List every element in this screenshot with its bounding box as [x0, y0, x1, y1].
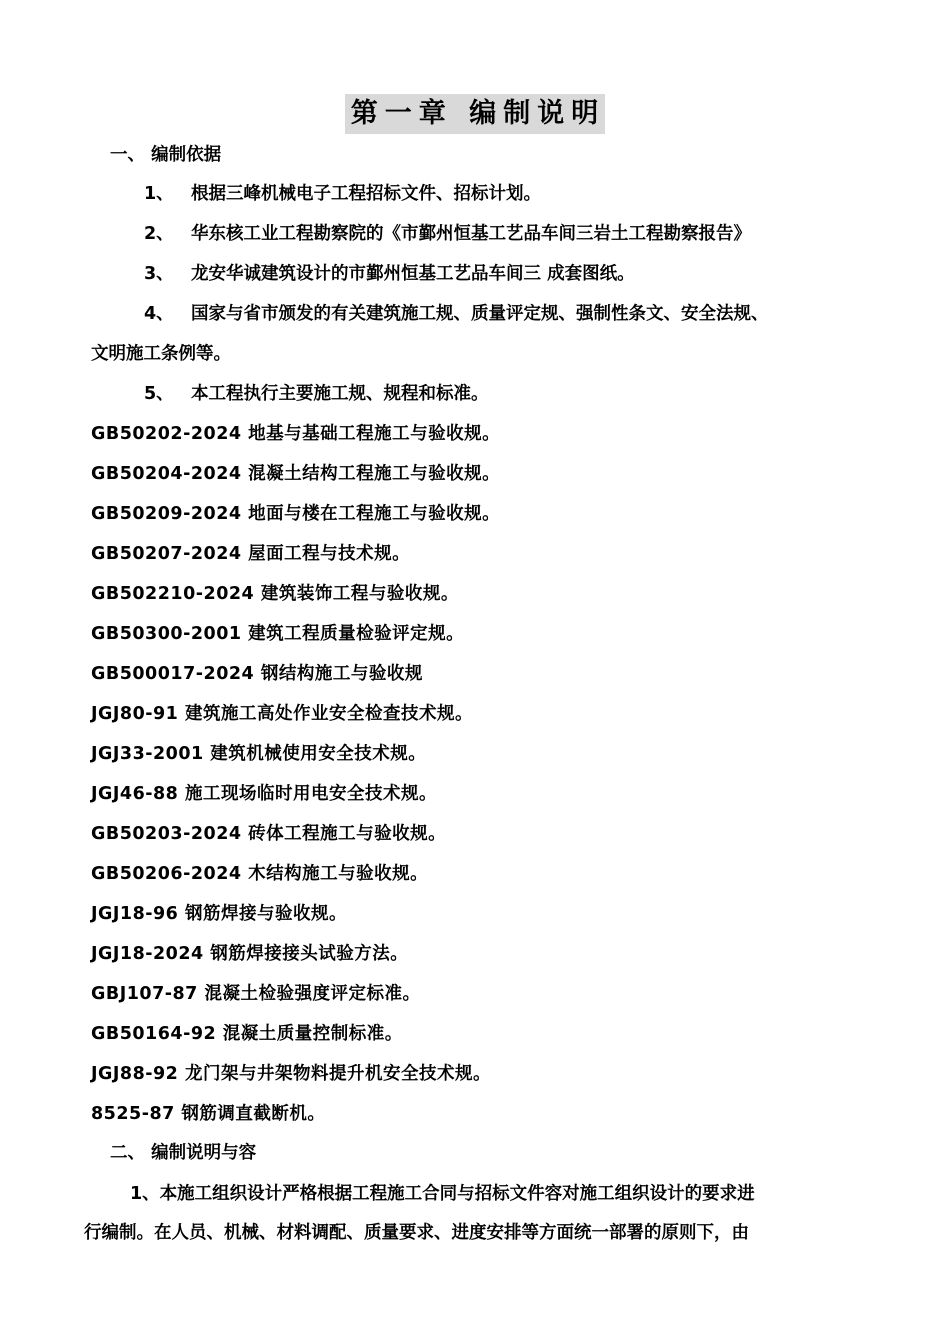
standard-item: GB502210-2024 建筑装饰工程与验收规。 [91, 584, 459, 604]
section-heading-basis: 一、 编制依据 [110, 145, 222, 165]
standard-item: JGJ33-2001 建筑机械使用安全技术规。 [91, 744, 427, 764]
standard-item: JGJ80-91 建筑施工高处作业安全检查技术规。 [91, 704, 473, 724]
standard-item: GB50206-2024 木结构施工与验收规。 [91, 864, 429, 884]
basis-item [144, 222, 751, 246]
basis-item [144, 262, 635, 286]
standard-item: 8525-87 钢筋调直截断机。 [91, 1104, 326, 1124]
basis-item [144, 182, 541, 206]
standard-item: GB50202-2024 地基与基础工程施工与验收规。 [91, 424, 501, 444]
basis-item [144, 382, 489, 406]
paragraph-line: 行编制。在人员、机械、材料调配、质量要求、进度安排等方面统一部署的原则下，由 [84, 1223, 749, 1243]
basis-item-number: 3、 [144, 264, 174, 284]
basis-item-continuation: 文明施工条例等。 [91, 344, 231, 364]
standard-item: GB50164-92 混凝土质量控制标准。 [91, 1024, 403, 1044]
standard-item: GB50300-2001 建筑工程质量检验评定规。 [91, 624, 465, 644]
chapter-title: 第一章 编制说明 [345, 94, 605, 134]
basis-item-text: 龙安华诚建筑设计的市鄞州恒基工艺品车间三 成套图纸。 [191, 264, 635, 284]
standard-item: JGJ88-92 龙门架与井架物料提升机安全技术规。 [91, 1064, 491, 1084]
title-wrap [0, 94, 950, 134]
basis-item-number: 1、 [144, 184, 174, 204]
section-heading-description: 二、 编制说明与容 [110, 1143, 257, 1163]
basis-item-number: 4、 [144, 304, 174, 324]
standard-item: JGJ18-2024 钢筋焊接接头试验方法。 [91, 944, 409, 964]
basis-item-text: 根据三峰机械电子工程招标文件、招标计划。 [191, 184, 541, 204]
paragraph-line: 1、本施工组织设计严格根据工程施工合同与招标文件容对施工组织设计的要求进 [130, 1184, 755, 1204]
standard-item: GB500017-2024 钢结构施工与验收规 [91, 664, 423, 684]
standard-item: JGJ46-88 施工现场临时用电安全技术规。 [91, 784, 437, 804]
standard-item: GB50203-2024 砖体工程施工与验收规。 [91, 824, 447, 844]
standard-item: GB50204-2024 混凝土结构工程施工与验收规。 [91, 464, 501, 484]
standard-item: GB50209-2024 地面与楼在工程施工与验收规。 [91, 504, 501, 524]
basis-item-number: 2、 [144, 224, 174, 244]
basis-item-text: 华东核工业工程勘察院的《市鄞州恒基工艺品车间三岩土工程勘察报告》 [191, 224, 751, 244]
basis-item-number: 5、 [144, 384, 174, 404]
standard-item: GB50207-2024 屋面工程与技术规。 [91, 544, 411, 564]
basis-item-text: 国家与省市颁发的有关建筑施工规、质量评定规、强制性条文、安全法规、 [191, 304, 769, 324]
standard-item: GBJ107-87 混凝土检验强度评定标准。 [91, 984, 421, 1004]
basis-item-text: 本工程执行主要施工规、规程和标准。 [191, 384, 489, 404]
basis-item [144, 302, 769, 326]
standard-item: JGJ18-96 钢筋焊接与验收规。 [91, 904, 347, 924]
